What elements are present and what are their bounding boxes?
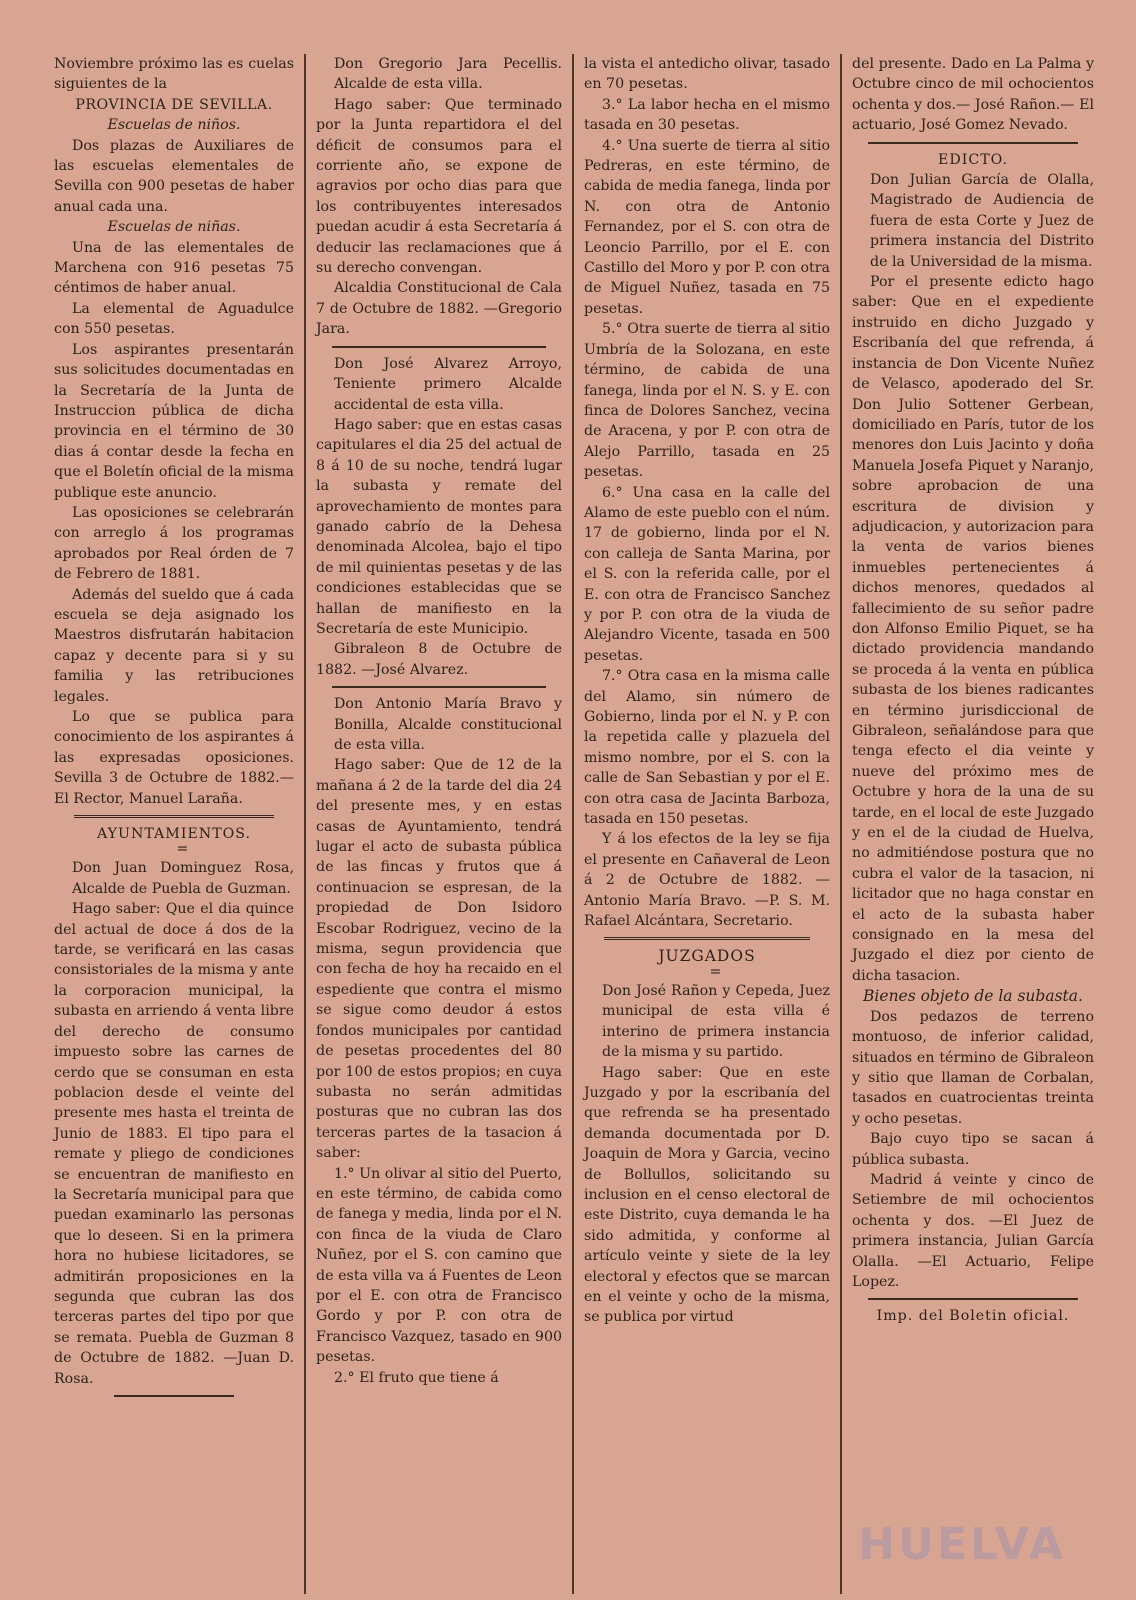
column-1 [44,54,306,1594]
paragraph: Hago saber: Que el dia quince del actual de doce á dos de la tarde, se verificará en las casas consistoriales de la misma y ante la corporacion municipal, la subasta en arriendo á venta libre del derecho de consumo impuesto sobre las carnes de cerdo que se consuman en esta poblacion desde el veinte del presente mes hasta el treinta de Junio de 1883. El tipo para el remate y pliego de condiciones se encuentran de manifiesto en la Secretaría municipal para que puedan examinarlo las personas que lo deseen. Si en la primera hora no hubiese licitadores, se admitirán proposiciones en la segunda que cubran las dos terceras partes del tipo por que se remata. Puebla de Guzman 8 de Octubre de 1882. —Juan D. Rosa. [54,901,294,1387]
paragraph: Las oposiciones se celebrarán con arreglo á los programas aprobados por Real órden de 7 de Febrero de 1881. [54,504,294,583]
paragraph: 3.° La labor hecha en el mismo tasada en 30 pesetas. [584,96,830,134]
divider [332,686,546,688]
paragraph: Hago saber: que en estas casas capitulares el dia 25 del actual de 8 á 10 de su noche, tendrá lugar la subasta y remate del aprovechamiento de montes para ganado cabrío de la Dehesa denominada Alcolea, bajo el tipo de mil quinientas pesetas y de las condiciones establecidas que se hallan de manifiesto en la Secretaría de este Municipio. [316,416,562,637]
paragraph: 4.° Una suerte de tierra al sitio Pedreras, en este término, de cabida de media fanega, linda por N. con otra de Antonio Fernandez, por el S. con otra de Leoncio Parrillo, por el E. con Castillo del Moro y por P. con otra de Miguel Nuñez, tasada en 75 pesetas. [584,137,830,317]
section-heading-edicto: EDICTO. [938,151,1008,168]
archive-watermark: HUELVA [858,1519,1066,1570]
paragraph: Dos pedazos de terreno montuoso, de inferior calidad, situados en término de Gibraleon y sitio que llaman de Corbalan, tasados en cuatrocientas treinta y ocho pesetas. [852,1008,1094,1127]
paragraph: Hago saber: Que terminado por la Junta repartidora el del déficit de consumos para el corriente año, se expone de agravios por ocho dias para que los contribuyentes interesados puedan acudir á esta Secretaría á deducir las reclamaciones que á su derecho convengan. [316,96,562,277]
section-heading-juzgados: JUZGADOS [658,947,756,966]
notice-heading: Don Julian García de Olalla, Magistrado de Audiencia de fuera de esta Corte y Juez de primera instancia del Distrito de la Universidad de la misma. [870,172,1094,270]
section-heading-ayuntamientos: AYUNTAMIENTOS. [96,826,252,843]
paragraph: 7.° Otra casa en la misma calle del Alamo, sin número de Gobierno, linda por el N. y P. con la repetida calle y plazuela del mismo nombre, por el S. con la calle de San Sebastian y por el E. con otra casa de Jacinta Barboza, tasada en 150 pesetas. [584,668,830,828]
notice-heading: Don José Alvarez Arroyo, Teniente primero Alcalde accidental de esta villa. [334,355,562,413]
notice-heading: Don Juan Dominguez Rosa, Alcalde de Puebla de Guzman. [72,860,294,897]
paragraph: Por el presente edicto hago saber: Que en el expediente instruido en dicho Juzgado y Escribanía del que refrenda, á instancia de Don Vicente Nuñez de Velasco, apoderado del Sr. Don Julio Sottener Gerbean, domiciliado en París, tutor de los menores don Luis Jacinto y doña Manuela Josefa Piquet y Naranjo, sobre aprobacion de una escritura de division y adjudicacion, y autorizacion para la venta de varios bienes inmuebles pertenecientes á dichos menores, quedados al fallecimiento de su señor padre don Alfonso Emilio Piquet, se ha dictado providencia mandando se proceda á la venta en pública subasta de los bienes radicantes en término jurisdiccional de Gibraleon, señalándose para que tenga efecto el dia veinte y nueve del próximo mes de Octubre y hora de la una de su tarde, en el local de este Juzgado y en el de la ciudad de Huelva, no admitiéndose postura que no cubra el valor de la tasacion, ni licitador que no haga constar en el acto de la subasta haber consignado en la mesa del Juzgado el diez por ciento de dicha tasacion. [852,274,1094,984]
divider [868,142,1078,144]
subheading-ninos: Escuelas de niños. [107,117,241,134]
paragraph: Bajo cuyo tipo se sacan á pública subasta. [852,1131,1094,1168]
paragraph: Madrid á veinte y cinco de Setiembre de mil ochocientos ochenta y dos. —El Juez de primera instancia, Julian García Olalla. —El Actuario, Felipe Lopez. [852,1171,1094,1290]
paragraph: del presente. Dado en La Palma y Octubre cinco de mil ochocientos ochenta y dos.— José Rañon.— El actuario, José Gomez Nevado. [852,56,1094,134]
paragraph: Además del sueldo que á cada escuela se deja asignado los Maestros disfrutarán habitacion capaz y decente para si y su familia y las retribuciones legales. [54,586,294,705]
subheading-ninas: Escuelas de niñas. [107,219,241,236]
separator-mark: = [176,841,190,858]
divider [114,1395,234,1397]
paragraph: Dos plazas de Auxiliares de las escuelas elementales de Sevilla con 900 pesetas de haber anual cada una. [54,137,294,215]
paragraph: Y á los efectos de la ley se fija el presente en Cañaveral de Leon á 2 de Octubre de 1882. —Antonio María Bravo. —P. S. M. Rafael Alcántara, Secretario. [584,831,830,930]
printer-imprint: Imp. del Boletin oficial. [876,1308,1070,1325]
separator-mark: = [709,963,723,980]
column-2 [306,54,574,1594]
paragraph: Alcaldia Constitucional de Cala 7 de Octubre de 1882. —Gregorio Jara. [316,280,562,338]
column-4 [842,54,1104,1594]
paragraph: 5.° Otra suerte de tierra al sitio Umbría de la Solozana, en este término, de cabida de una fanega, linda por el N. S. y E. con finca de Dolores Sanchez, vecina de Aracena, y por P. con otra de Alejo Parrillo, tasada en 25 pesetas. [584,321,830,481]
divider [868,1298,1078,1300]
notice-heading: Don Antonio María Bravo y Bonilla, Alcalde constitucional de esta villa. [334,696,562,753]
paragraph: Lo que se publica para conocimiento de los aspirantes á las expresadas oposiciones. Sevilla 3 de Octubre de 1882.— El Rector, Manuel Laraña. [54,709,294,807]
paragraph: Noviembre próximo las es cuelas siguientes de la [54,56,294,93]
column-3 [574,54,842,1594]
province-heading: PROVINCIA DE SEVILLA. [75,96,273,113]
paragraph: la vista el antedicho olivar, tasado en 70 pesetas. [584,56,830,93]
divider [74,815,274,818]
paragraph: Los aspirantes presentarán sus solicitudes documentadas en la Secretaría de la Junta de Instruccion pública de dicha provincia en el término de 30 dias á contar desde la fecha en que el Boletín oficial de la misma publique este anuncio. [54,341,294,501]
paragraph: Hago saber: Que de 12 de la mañana á 2 de la tarde del dia 24 del presente mes, y en estas casas de Ayuntamiento, tendrá lugar el acto de subasta pública de las fincas y frutos que á continuacion se espresan, de la propiedad de Don Isidoro Escobar Rodriguez, vecino de la misma, segun providencia que con fecha de hoy ha recaido en el espediente que contra el mismo se sigue como deudor á estos fondos municipales por cantidad de pesetas procedentes del 80 por 100 de estos propios; en cuya subasta no serán admitidas posturas que no cubran las dos terceras partes de la tasacion á saber: [316,757,562,1162]
paragraph: Hago saber: Que en este Juzgado y por la escribanía del que refrenda se ha presentado demanda documentada por D. Joaquin de Mora y Garcia, vecino de Bollullos, solicitando su inclusion en el censo electoral de este Distrito, cuya demanda le ha sido admitida, y conforme al artículo veinte y siete de la ley electoral y efectos que se marcan en el veinte y ocho de la misma, se publica por virtud [584,1064,830,1326]
text-columns [44,54,1112,1594]
paragraph: 2.° El fruto que tiene á [334,1369,499,1386]
paragraph: 1.° Un olivar al sitio del Puerto, en este término, de cabida como de fanega y media, linda por el N. con finca de la viuda de Claro Nuñez, por el S. con camino que de esta villa va á Fuentes de Leon por el E. con otra de Francisco Gordo y por P. con otra de Francisco Vazquez, tasado en 900 pesetas. [316,1165,562,1366]
subheading-bienes: Bienes objeto de la subasta. [863,987,1083,1006]
paragraph: Gibraleon 8 de Octubre de 1882. —José Alvarez. [316,641,562,678]
notice-heading: Don José Rañon y Cepeda, Juez municipal de esta villa é interino de primera instancia de la misma y su partido. [602,982,830,1061]
paragraph: 6.° Una casa en la calle del Alamo de este pueblo con el núm. 17 de gobierno, linda por el N. con calleja de Santa Marina, por el S. con la referida calle, por el E. con otra de Francisco Sanchez y por P. con otra de la viuda de Alejandro Vicente, tasada en 500 pesetas. [584,484,830,664]
divider [604,937,810,940]
notice-heading: Don Gregorio Jara Pecellis. Alcalde de esta villa. [334,56,562,93]
paragraph: La elemental de Aguadulce con 550 pesetas. [54,300,294,338]
divider [332,346,546,348]
paragraph: Una de las elementales de Marchena con 916 pesetas 75 céntimos de haber anual. [54,239,294,297]
